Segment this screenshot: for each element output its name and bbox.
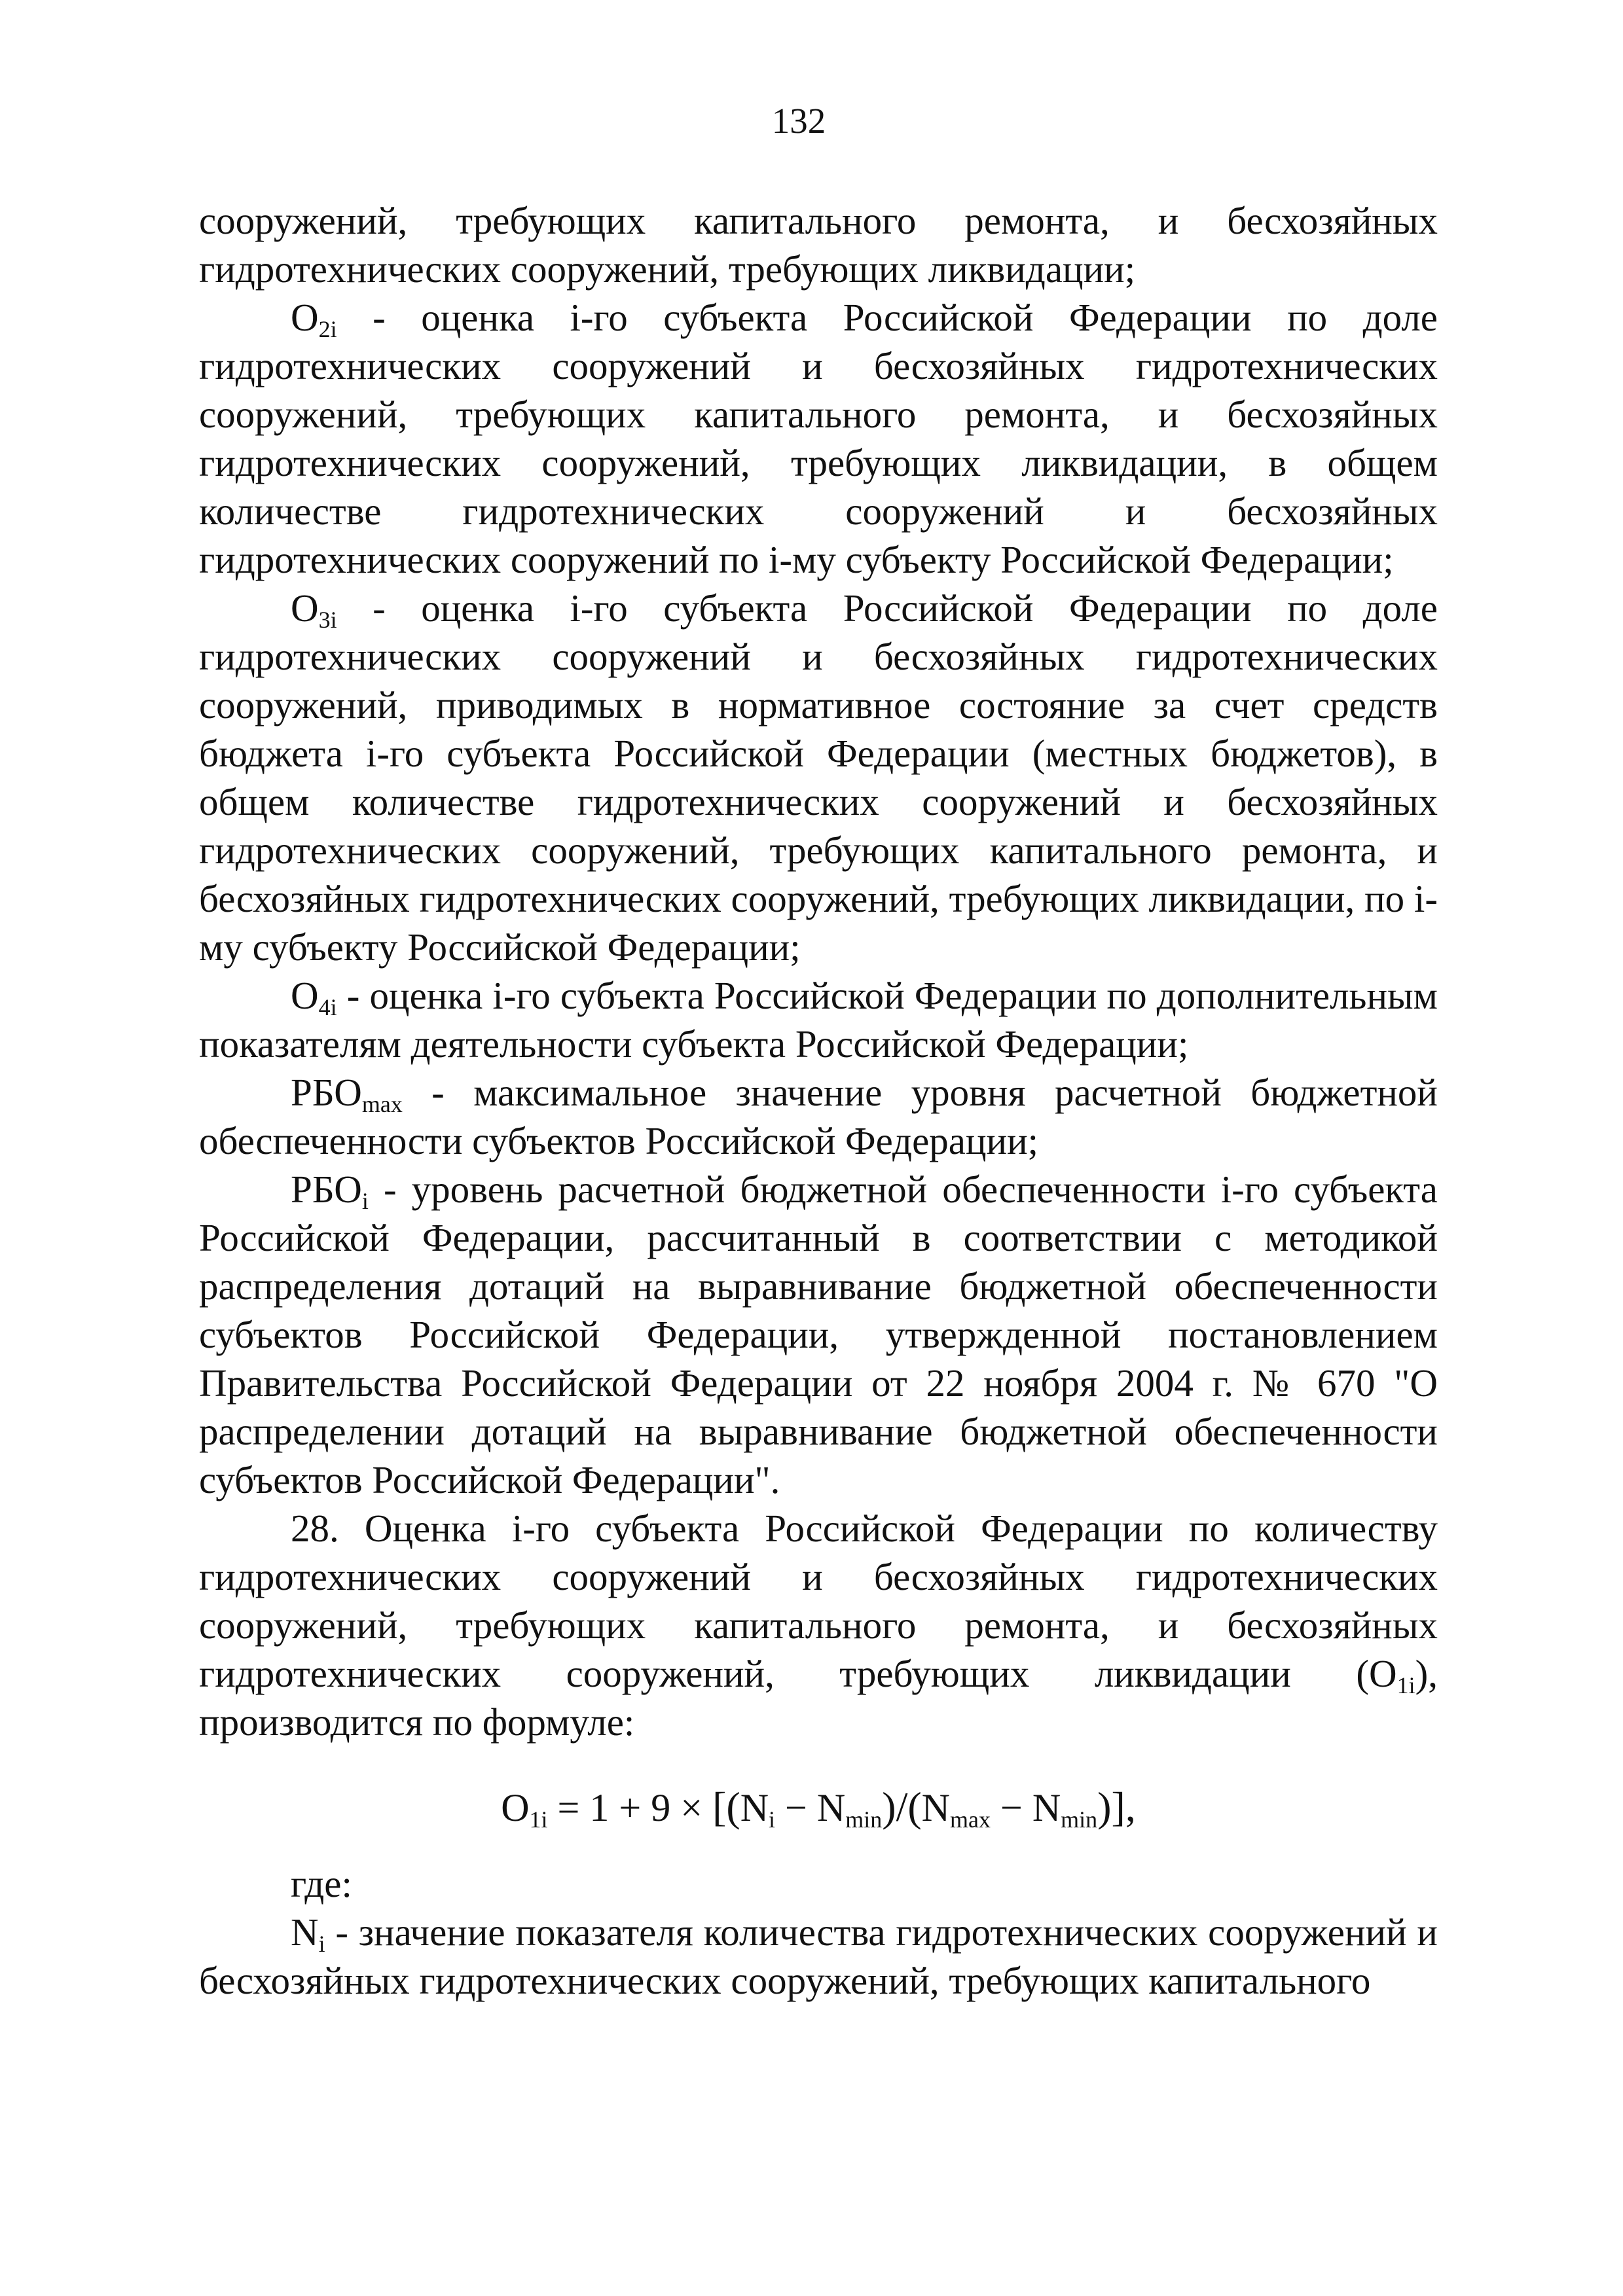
symbol: O bbox=[291, 296, 319, 339]
definition-text: - уровень расчетной бюджетной обеспеченности i-го субъекта Российской Федерации, рассчитанный в соответствии с методикой распределения дотаций на выравнивание бюджетной обеспеченности субъектов Российской Федерации, утвержденной постановлением Правительства Российской Федерации от 22 ноября 2004 г. № 670 "О распределении дотаций на выравнивание бюджетной обеспеченности субъектов Российской Федерации". bbox=[199, 1168, 1438, 1501]
subscript: 2i bbox=[318, 316, 337, 342]
subscript: i bbox=[318, 1931, 325, 1957]
definition-text: - значение показателя количества гидротехнических сооружений и бесхозяйных гидротехнических сооружений, требующих капитального bbox=[199, 1910, 1438, 2002]
symbol: O bbox=[291, 586, 319, 630]
formula-sub: max bbox=[950, 1806, 991, 1833]
formula-close-bracket: )], bbox=[1097, 1784, 1136, 1830]
where-label: где: bbox=[291, 1862, 352, 1905]
clause-text: 28. Оценка i-го субъекта Российской Федерации по количеству гидротехнических сооружений и бесхозяйных гидротехнических сооружений, требующих капитального ремонта, и бесхозяйных гидротехнических сооружений, требующих ликвидации (O bbox=[199, 1507, 1438, 1695]
formula-n: N bbox=[740, 1786, 769, 1829]
formula-divider: )/( bbox=[882, 1784, 922, 1830]
formula-open-bracket: [( bbox=[712, 1784, 740, 1830]
formula-n: N bbox=[1032, 1786, 1061, 1829]
definition-rbo-max bbox=[199, 1068, 1438, 1165]
symbol: РБО bbox=[291, 1071, 362, 1114]
formula-minus: − bbox=[775, 1786, 817, 1829]
subscript: max bbox=[361, 1091, 403, 1117]
symbol: РБО bbox=[291, 1168, 362, 1211]
paragraph-continuation: сооружений, требующих капитального ремонта, и бесхозяйных гидротехнических сооружений, требующих ликвидации; bbox=[199, 199, 1438, 291]
definition-text: - оценка i-го субъекта Российской Федерации по дополнительным показателям деятельности субъекта Российской Федерации; bbox=[199, 974, 1438, 1066]
subscript: i bbox=[361, 1188, 369, 1214]
formula-sub: i bbox=[769, 1806, 776, 1833]
definition-text: - оценка i-го субъекта Российской Федерации по доле гидротехнических сооружений и бесхозяйных гидротехнических сооружений, требующих капитального ремонта, и бесхозяйных гидротехнических сооружений, требующих ликвидации, в общем количестве гидротехнических сооружений и бесхозяйных гидротехнических сооружений по i-му субъекту Российской Федерации; bbox=[199, 296, 1438, 581]
formula-eq: = 1 + 9 × bbox=[547, 1786, 713, 1829]
clause-tail: ), производится по формуле: bbox=[199, 1652, 1438, 1744]
formula-sub: min bbox=[1061, 1806, 1098, 1833]
symbol: O bbox=[291, 974, 319, 1017]
definition-o4i bbox=[199, 971, 1438, 1068]
definition-ni bbox=[199, 1908, 1438, 2005]
formula-lhs-sub: 1i bbox=[529, 1806, 548, 1833]
definition-rbo-i bbox=[199, 1165, 1438, 1504]
subscript: 1i bbox=[1396, 1672, 1415, 1698]
page-number: 132 bbox=[771, 101, 826, 141]
formula-lhs: O bbox=[501, 1786, 530, 1829]
clause-28 bbox=[199, 1504, 1438, 1746]
document-body bbox=[199, 196, 1438, 2005]
formula-n: N bbox=[921, 1786, 950, 1829]
formula-sub: min bbox=[845, 1806, 883, 1833]
subscript: 3i bbox=[318, 607, 337, 633]
formula-o1i bbox=[199, 1783, 1438, 1832]
subscript: 4i bbox=[318, 994, 337, 1020]
definition-o2i bbox=[199, 293, 1438, 584]
definition-text: - оценка i-го субъекта Российской Федерации по доле гидротехнических сооружений и бесхозяйных гидротехнических сооружений, приводимых в нормативное состояние за счет средств бюджета i-го субъекта Российской Федерации (местных бюджетов), в общем количестве гидротехнических сооружений и бесхозяйных гидротехнических сооружений, требующих капитального ремонта, и бесхозяйных гидротехнических сооружений, требующих ликвидации, по i-му субъекту Российской Федерации; bbox=[199, 586, 1438, 969]
definition-o3i bbox=[199, 584, 1438, 971]
definition-text: - максимальное значение уровня расчетной бюджетной обеспеченности субъектов Российской Федерации; bbox=[199, 1071, 1438, 1162]
formula-minus: − bbox=[990, 1786, 1032, 1829]
symbol: N bbox=[291, 1910, 319, 1954]
formula-n: N bbox=[816, 1786, 846, 1829]
